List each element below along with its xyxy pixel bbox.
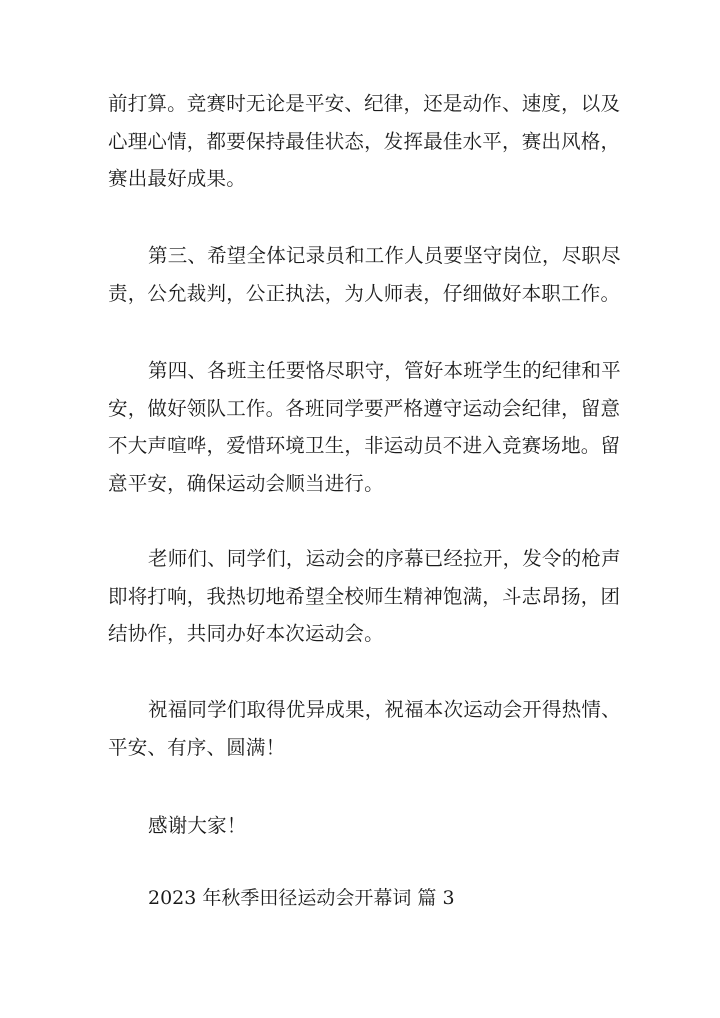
- paragraph-recorders: [108, 237, 620, 312]
- paragraph-teachers-students: [108, 540, 620, 653]
- text-line: 第三、希望全体记录员和工作人员要坚守岗位，尽职尽: [148, 244, 621, 267]
- text-line: 前打算。竞赛时无论是平安、纪律，还是动作、速度，以及: [108, 92, 621, 115]
- text-line: 祝福同学们取得优异成果，祝福本次运动会开得热情、: [148, 698, 621, 721]
- paragraph-continuation: [108, 85, 620, 198]
- text-line: 赛出最好成果。: [108, 167, 246, 190]
- text-line: 第四、各班主任要恪尽职守，管好本班学生的纪律和平: [148, 359, 621, 382]
- paragraph-thanks: [108, 807, 620, 845]
- text-line: 结协作，共同办好本次运动会。: [108, 622, 384, 645]
- text-line: 责，公允裁判，公正执法，为人师表，仔细做好本职工作。: [108, 281, 621, 305]
- paragraph-class-teachers: [108, 352, 620, 502]
- text-line: 意平安，确保运动会顺当进行。: [108, 471, 384, 495]
- text-line: 老师们、同学们，运动会的序幕已经拉开，发令的枪声: [148, 547, 621, 570]
- text-line: 安，做好领队工作。各班同学要严格遵守运动会纪律，留意: [108, 396, 621, 420]
- text-line: 即将打响，我热切地希望全校师生精神饱满，斗志昂扬，团: [108, 584, 621, 608]
- text-line: 心理心情，都要保持最佳状态，发挥最佳水平，赛出风格，: [108, 129, 621, 153]
- text-line: 平安、有序、圆满！: [108, 735, 286, 759]
- paragraph-blessing: [108, 691, 620, 766]
- text-line: 感谢大家！: [148, 814, 247, 837]
- text-line: 不大声喧哗，爱惜环境卫生，非运动员不进入竞赛场地。留: [108, 434, 621, 457]
- section-heading: 2023 年秋季田径运动会开幕词 篇 3: [148, 887, 455, 909]
